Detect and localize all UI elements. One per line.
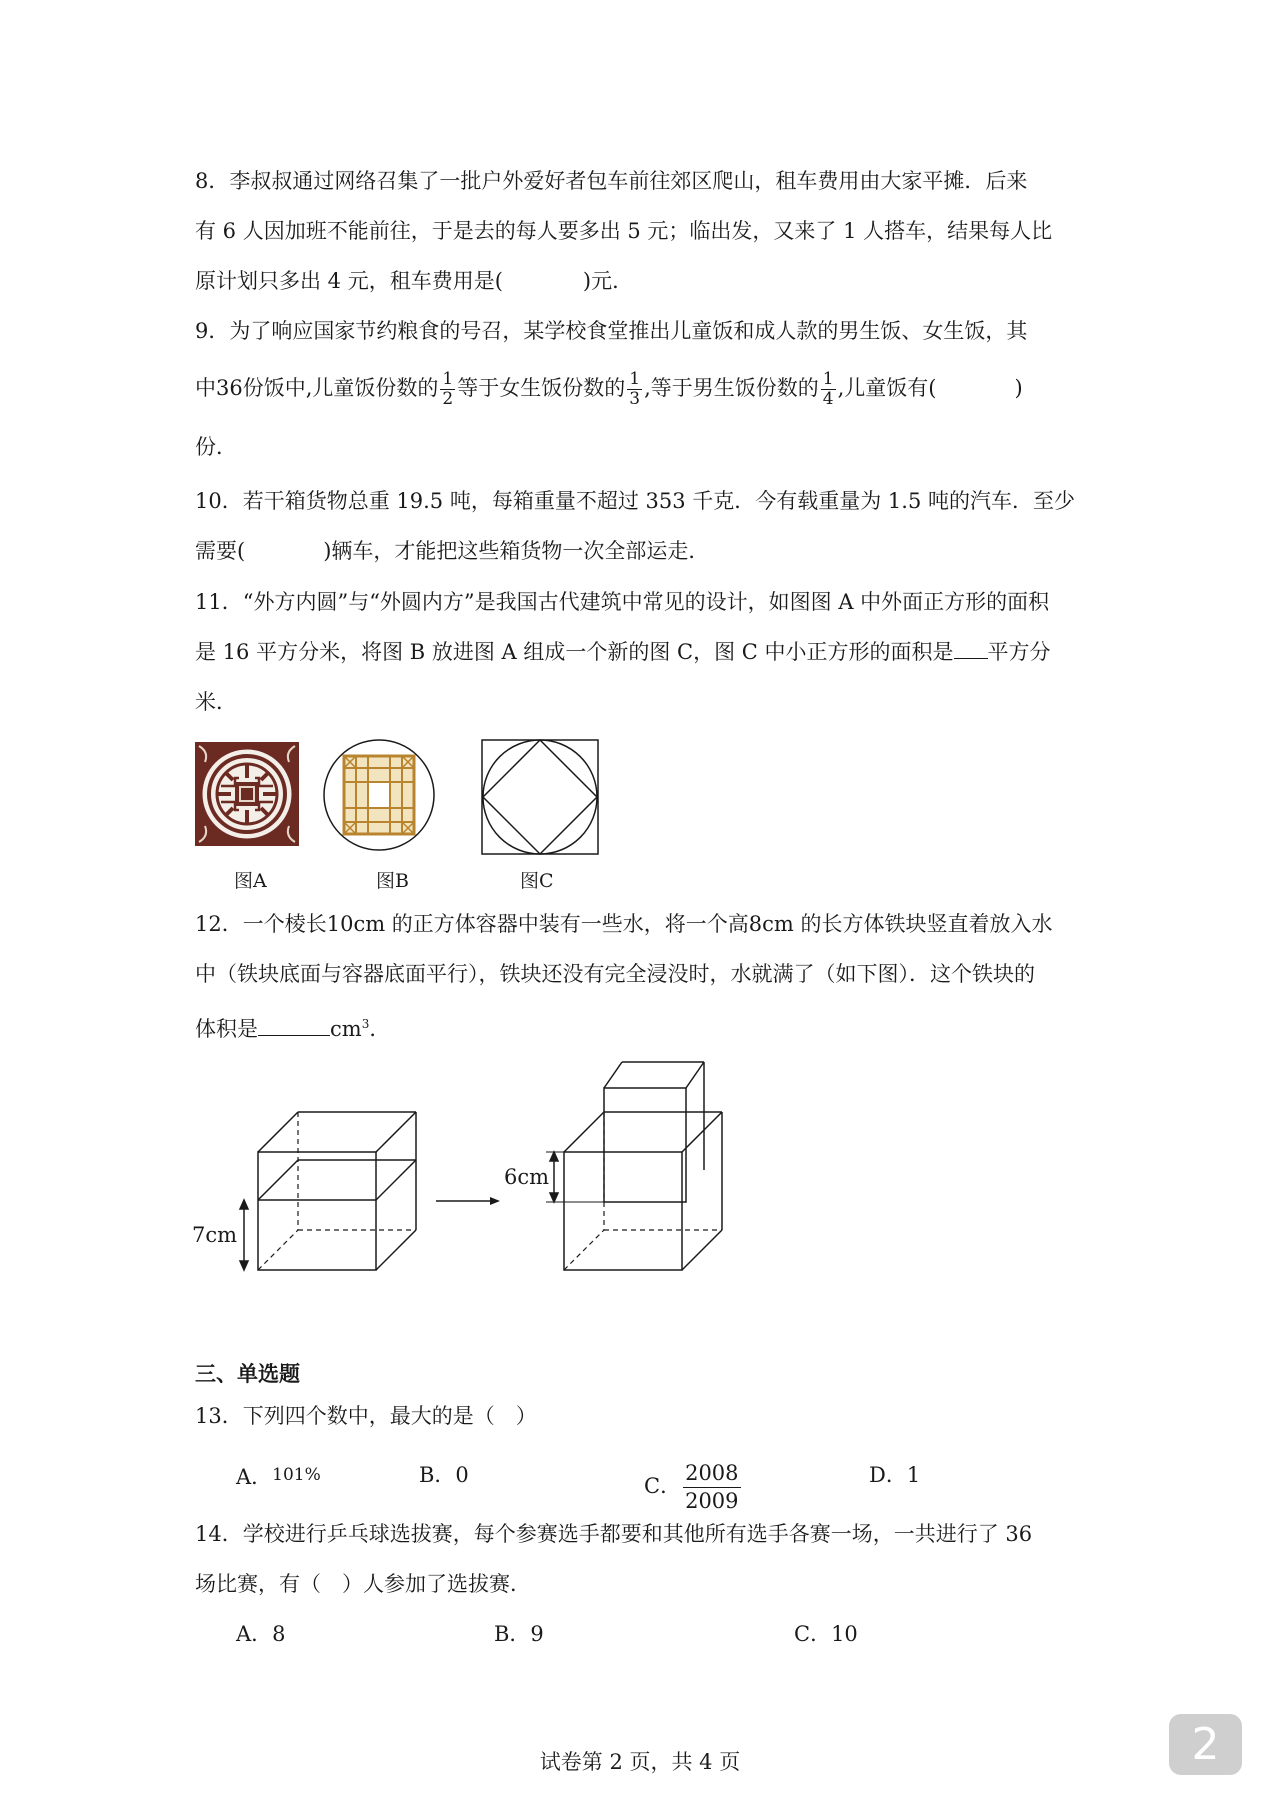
q11-answer-blank — [954, 638, 988, 659]
fraction-denominator: 2009 — [685, 1489, 739, 1513]
q11-line-1: 11．“外方内圆”与“外圆内方”是我国古代建筑中常见的设计，如图图 A 中外面正方形的面积 — [195, 590, 1050, 614]
q14-line-2: 场比赛，有（ ）人参加了选拔赛． — [195, 1572, 531, 1596]
figure-b-circle-lattice — [322, 738, 436, 852]
q8-line-3-suffix: )元． — [582, 269, 634, 293]
iron-block-edge — [604, 1062, 622, 1088]
q11-line-2 — [195, 637, 1051, 667]
fraction-numerator: 1 — [822, 369, 834, 389]
label-7cm: 7cm — [192, 1223, 238, 1247]
q12-unit-exponent: 3 — [361, 1017, 370, 1031]
right-hidden-edge — [564, 1230, 604, 1270]
q12-line-3 — [195, 1009, 390, 1044]
q9-line-2-d: ,儿童饭有( — [837, 376, 937, 400]
q14-option-a[interactable]: A．8 — [236, 1622, 286, 1646]
fraction-one-third — [627, 370, 642, 409]
left-height-arrow-head — [240, 1200, 248, 1209]
q11-line-2-text: 是 16 平方分米，将图 B 放进图 A 组成一个新的图 C，图 C 中小正方形的面积是 — [195, 640, 954, 664]
q12-diagram-water-container — [190, 1100, 420, 1280]
q10-line-2 — [195, 536, 709, 566]
right-height-arrow-head — [550, 1152, 558, 1161]
left-cube-edge — [376, 1112, 416, 1152]
q8-line-1: 8．李叔叔通过网络召集了一批户外爱好者包车前往郊区爬山，租车费用由大家平摊．后来 — [195, 169, 1028, 193]
q12-diagram-iron-block — [500, 1060, 732, 1272]
q13-option-c[interactable] — [644, 1460, 743, 1515]
q10-line-2-suffix: )辆车，才能把这些箱货物一次全部运走． — [323, 539, 710, 563]
q13-option-c-label: C． — [644, 1474, 682, 1498]
q12-unit: cm — [330, 1017, 362, 1041]
q8-line-2: 有 6 人因加班不能前往，于是去的每人要多出 5 元；临出发，又来了 1 人搭车，结果每人比 — [195, 219, 1053, 243]
left-water-surface — [258, 1160, 298, 1200]
q13-stem: 13．下列四个数中，最大的是（ ） — [195, 1404, 537, 1428]
fraction-denominator: 4 — [822, 389, 834, 409]
q13-option-a[interactable] — [236, 1460, 321, 1492]
q12-transition-arrow — [434, 1194, 504, 1208]
label-6cm: 6cm — [504, 1165, 550, 1189]
q14-line-1: 14．学校进行乒乓球选拔赛，每个参赛选手都要和其他所有选手各赛一场，一共进行了 36 — [195, 1522, 1033, 1546]
right-cube-edge — [564, 1112, 604, 1152]
q11-line-3: 米． — [195, 690, 237, 714]
fraction-numerator: 1 — [442, 369, 454, 389]
figure-a-lattice-window — [195, 742, 299, 846]
figure-b-center-window — [368, 782, 390, 808]
figure-a-center-square — [235, 782, 259, 806]
iron-block-edge — [686, 1062, 704, 1088]
figure-c-circle — [483, 740, 597, 854]
q14-option-b[interactable]: B．9 — [494, 1622, 544, 1646]
arrow-head — [490, 1197, 500, 1205]
q10-line-1: 10．若干箱货物总重 19.5 吨，每箱重量不超过 353 千克．今有载重量为 1.5 吨的汽车．至少 — [195, 489, 1076, 513]
q8-line-3 — [195, 266, 633, 296]
caption-figure-c: 图C — [520, 870, 554, 892]
q12-line-3-text: 体积是 — [195, 1017, 258, 1041]
fraction-numerator: 2008 — [683, 1460, 740, 1488]
right-cube-edge — [682, 1230, 722, 1270]
fraction-one-quarter — [821, 370, 836, 409]
caption-figure-b: 图B — [376, 870, 409, 892]
q9-line-1: 9．为了响应国家节约粮食的号召，某学校食堂推出儿童饭和成人款的男生饭、女生饭，其 — [195, 319, 1028, 343]
left-cube-edge — [258, 1112, 298, 1152]
right-height-arrow-tail — [550, 1193, 558, 1202]
page-footer: 试卷第 2 页，共 4 页 — [539, 1750, 741, 1774]
q9-line-3: 份． — [195, 435, 237, 459]
q12-line-1: 12．一个棱长10cm 的正方体容器中装有一些水，将一个高8cm 的长方体铁块竖直着放入水 — [195, 912, 1053, 936]
q11-line-2-suffix: 平方分 — [987, 640, 1051, 664]
q9-line-2-c: ,等于男生饭份数的 — [644, 376, 819, 400]
left-hidden-edge — [258, 1230, 298, 1270]
q12-answer-blank — [258, 1015, 330, 1036]
fraction-denominator: 2 — [442, 389, 454, 409]
q13-option-c-fraction — [683, 1460, 740, 1515]
q13-option-d[interactable]: D．1 — [869, 1463, 921, 1487]
right-cube-edge — [682, 1112, 722, 1152]
fraction-numerator: 1 — [629, 369, 641, 389]
q13-option-b[interactable]: B．0 — [419, 1463, 469, 1487]
left-cube-front-face — [258, 1152, 376, 1270]
q9-line-2 — [195, 370, 1023, 409]
figure-c-geometry — [481, 739, 601, 857]
q9-line-2-a: 中36份饭中,儿童饭份数的 — [195, 376, 439, 400]
left-cube-edge — [376, 1230, 416, 1270]
q13-option-a-value: 101% — [272, 1465, 321, 1485]
q9-line-2-b: 等于女生饭份数的 — [457, 376, 626, 400]
q9-line-2-e: ) — [1014, 376, 1023, 400]
iron-block-front-face — [604, 1088, 686, 1202]
left-height-arrow-tail — [240, 1261, 248, 1270]
q14-option-c[interactable]: C．10 — [794, 1622, 858, 1646]
q13-option-a-label: A． — [236, 1465, 273, 1489]
q10-line-2-prefix: 需要( — [195, 539, 246, 563]
q12-line-2: 中（铁块底面与容器底面平行），铁块还没有完全浸没时，水就满了（如下图）．这个铁块的 — [195, 962, 1035, 986]
section-heading-single-choice: 三、单选题 — [195, 1361, 300, 1386]
right-cube-front-face — [564, 1152, 682, 1270]
left-water-surface — [376, 1160, 416, 1200]
q8-line-3-text: 原计划只多出 4 元，租车费用是( — [195, 269, 503, 293]
fraction-one-half — [440, 370, 455, 409]
fraction-denominator: 3 — [629, 389, 641, 409]
page-number-badge: 2 — [1169, 1714, 1242, 1775]
q12-line-3-suffix: ． — [369, 1017, 391, 1041]
caption-figure-a: 图A — [234, 870, 267, 892]
